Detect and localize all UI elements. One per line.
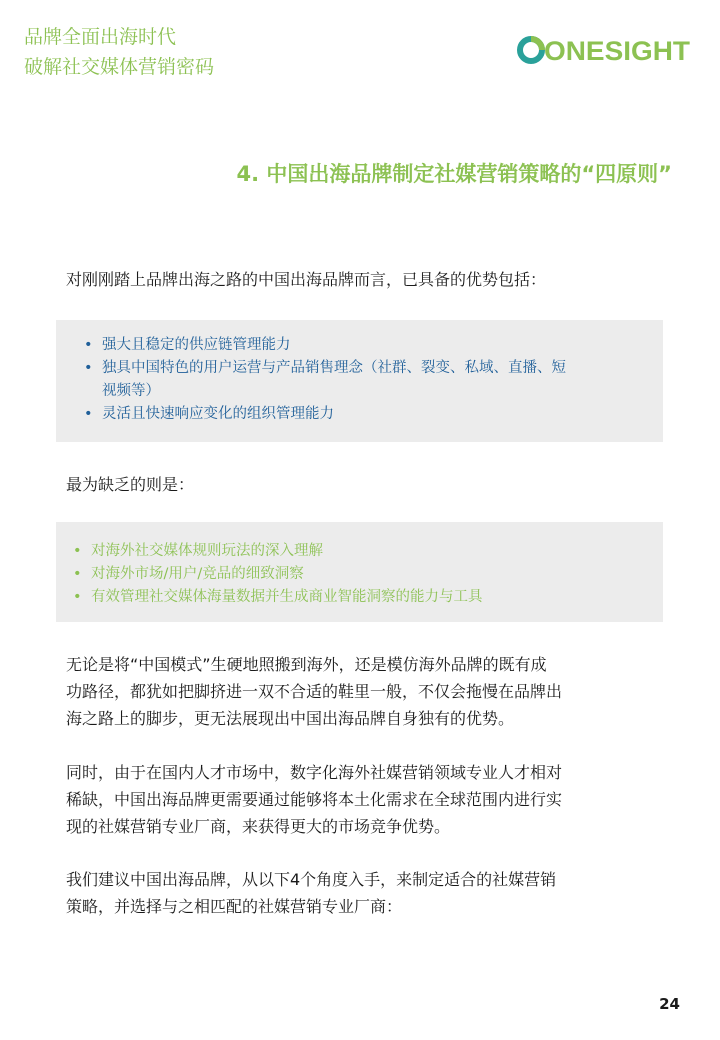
list-item: [84, 357, 644, 403]
text-line: 策略，并选择与之相匹配的社媒营销专业厂商：: [66, 897, 403, 916]
text-line: 对刚刚踏上品牌出海之路的中国出海品牌而言，已具备的优势包括：: [66, 270, 547, 289]
body-paragraph: [66, 866, 666, 920]
bullet-icon: •: [84, 406, 93, 422]
list-item-text: 对海外市场/用户/竞品的细致洞察: [91, 566, 304, 582]
text-line: 现的社媒营销专业厂商，来获得更大的市场竞争优势。: [66, 817, 451, 836]
list-item-text: 独具中国特色的用户运营与产品销售理念（社群、裂变、私域、直播、短: [102, 360, 566, 376]
advantages-box: [56, 320, 663, 442]
list-item-text: 有效管理社交媒体海量数据并生成商业智能洞察的能力与工具: [91, 589, 483, 605]
list-item: [84, 334, 644, 357]
report-title-line: 破解社交媒体营销密码: [24, 56, 215, 78]
bullet-icon: •: [73, 543, 82, 559]
onesight-logo: [516, 34, 692, 66]
page-number: 24: [659, 995, 680, 1013]
text-line: 稀缺，中国出海品牌更需要通过能够将本土化需求在全球范围内进行实: [66, 790, 563, 809]
report-title: [24, 22, 364, 82]
lacking-box: [56, 522, 663, 622]
text-line: 功路径，都犹如把脚挤进一双不合适的鞋里一般，不仅会拖慢在品牌出: [66, 682, 563, 701]
text-line: 最为缺乏的则是：: [66, 475, 195, 494]
list-item: [73, 563, 643, 586]
text-line: 我们建议中国出海品牌，从以下4个角度入手，来制定适合的社媒营销: [66, 870, 557, 889]
bullet-icon: •: [84, 337, 93, 353]
lacking-list: [73, 540, 643, 609]
list-item: [84, 403, 644, 426]
list-item-text: 灵活且快速响应变化的组织管理能力: [102, 406, 334, 422]
advantages-list: [84, 334, 644, 426]
report-title-line: 品牌全面出海时代: [24, 26, 177, 48]
intro-advantages: [66, 266, 666, 293]
bullet-icon: •: [73, 589, 82, 605]
logo-o-icon: [520, 39, 542, 61]
list-item-text: 视频等）: [102, 383, 160, 399]
body-paragraph: [66, 651, 666, 732]
text-line: 无论是将“中国模式”生硬地照搬到海外，还是模仿海外品牌的既有成: [66, 655, 547, 674]
list-item-text: 强大且稳定的供应链管理能力: [102, 337, 291, 353]
list-item: [73, 540, 643, 563]
list-item: [73, 586, 643, 609]
bullet-icon: •: [84, 360, 93, 376]
list-item-text: 对海外社交媒体规则玩法的深入理解: [91, 543, 323, 559]
intro-lacking: [66, 471, 666, 498]
text-line: 海之路上的脚步，更无法展现出中国出海品牌自身独有的优势。: [66, 709, 515, 728]
text-line: 同时，由于在国内人才市场中，数字化海外社媒营销领域专业人才相对: [66, 763, 563, 782]
body-paragraph: [66, 759, 666, 840]
logo-text: ONESIGHT: [544, 36, 691, 66]
bullet-icon: •: [73, 566, 82, 582]
section-title: 4. 中国出海品牌制定社媒营销策略的“四原则”: [236, 162, 672, 186]
